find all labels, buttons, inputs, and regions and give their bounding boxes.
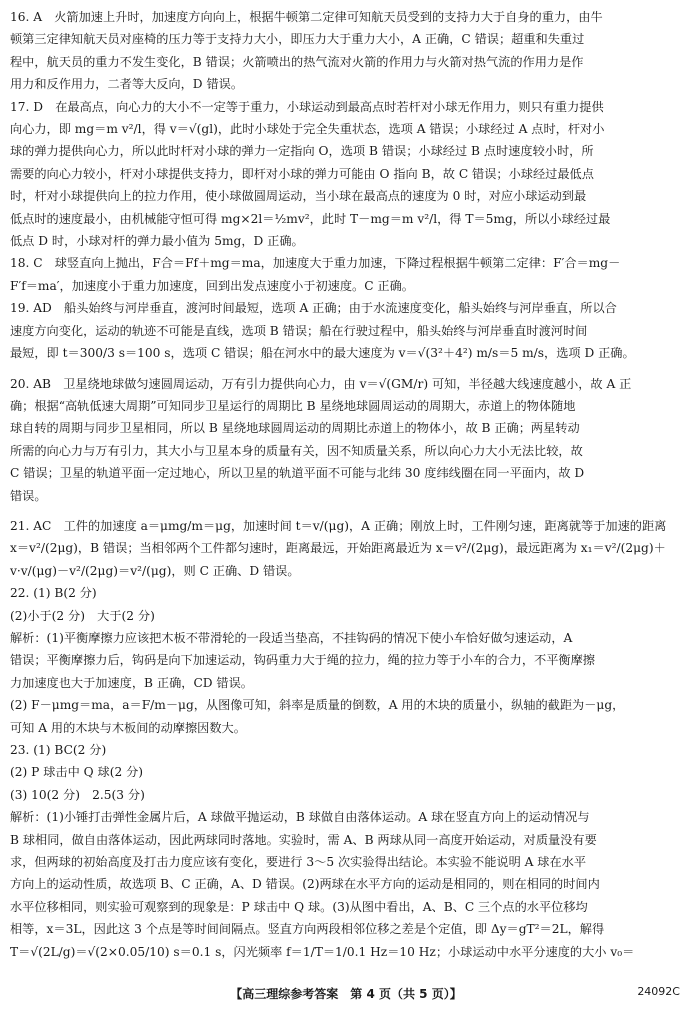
answer-line: 解析：(1)平衡摩擦力应该把木板不带滑轮的一段适当垫高，不挂钩码的情况下使小车恰好做匀速运动，A (10, 630, 573, 645)
answer-line: (3) 10(2 分) 2.5(3 分) (10, 787, 145, 802)
answer-line: 所需的向心力与万有引力，其大小与卫星本身的质量有关，因不知质量关系，所以向心力大小无法比较，故 (10, 443, 583, 458)
answer-line: v·v/(μg)－v²/(2μg)＝v²/(μg)，则 C 正确、D 错误。 (10, 563, 300, 578)
answer-line: 22. (1) B(2 分) (10, 586, 97, 601)
answer-q16 (10, 6, 682, 96)
answer-line: 力加速度也大于加速度，B 正确，CD 错误。 (10, 675, 253, 690)
answer-line: 水平位移相同，则实验可观察到的现象是：P 球击中 Q 球。(3)从图中看出，A、B、C 三个点的水平位移均 (10, 899, 588, 914)
answer-line: C 错误；卫星的轨道平面一定过地心，所以卫星的轨道平面不可能与北纬 30 度纬线圈在同一平面内，故 D (10, 466, 585, 481)
answer-q23 (10, 739, 682, 963)
paper-code: 24092C (637, 985, 680, 998)
answer-line: 球自转的周期与同步卫星相同，所以 B 星绕地球圆周运动的周期比赤道上的物体小，故 B 正确；两星转动 (10, 421, 580, 436)
answer-line: T＝√(2L/g)＝√(2×0.05/10) s＝0.1 s，闪光频率 f＝1/T＝1/0.1 Hz＝10 Hz；小球运动中水平分速度的大小 v₀＝ (10, 944, 635, 959)
answer-line: 解析：(1)小锤打击弹性金属片后，A 球做平抛运动，B 球做自由落体运动。A 球在竖直方向上的运动情况与 (10, 810, 590, 825)
answer-line: (2) F－μmg＝ma，a＝F/m－μg，从图像可知，斜率是质量的倒数，A 用的木块的质量小，纵轴的截距为－μg， (10, 698, 625, 713)
answer-line: 用力和反作用力，二者等大反向，D 错误。 (10, 77, 244, 92)
answer-line: 相等，x＝3L，因此这 3 个点是等时间间隔点。竖直方向两段相邻位移之差是个定值，即 Δy＝gT²＝2L，解得 (10, 922, 605, 937)
answer-line: 速度方向变化，运动的轨迹不可能是直线，选项 B 错误；船在行驶过程中，船头始终与河岸垂直时渡河时间 (10, 323, 588, 338)
answer-line: F′f＝ma′，加速度小于重力加速度，回到出发点速度小于初速度。C 正确。 (10, 278, 414, 293)
answer-line: 17. D 在最高点，向心力的大小不一定等于重力，小球运动到最高点时若杆对小球无作用力，则只有重力提供 (10, 99, 604, 114)
answer-line: 求，但两球的初始高度及打击力度应该有变化，要进行 3～5 次实验得出结论。本实验不能说明 A 球在水平 (10, 855, 587, 870)
answer-q17 (10, 96, 682, 253)
answer-line: 18. C 球竖直向上抛出，F合＝Ff＋mg＝ma，加速度大于重力加速，下降过程根据牛顿第二定律：F′合＝mg－ (10, 256, 621, 271)
answer-line: 19. AD 船头始终与河岸垂直，渡河时间最短，选项 A 正确；由于水流速度变化，船头始终与河岸垂直，所以合 (10, 301, 617, 316)
answer-q21 (10, 515, 682, 582)
answer-line: 错误；平衡摩擦力后，钩码是向下加速运动，钩码重力大于绳的拉力，绳的拉力等于小车的合力，不平衡摩擦 (10, 653, 595, 668)
answer-q18 (10, 252, 682, 297)
answer-line: 21. AC 工件的加速度 a＝μmg/m＝μg，加速时间 t＝v/(μg)，A 正确；刚放上时，工件刚匀速，距离就等于加速的距离 (10, 518, 667, 533)
answer-line: 确；根据“高轨低速大周期”可知同步卫星运行的周期比 B 星绕地球圆周运动的周期大，赤道上的物体随地 (10, 398, 576, 413)
answer-line: B 球相同，做自由落体运动，因此两球同时落地。实验时，需 A、B 两球从同一高度开始运动，对质量没有要 (10, 832, 597, 847)
answer-line: 16. A 火箭加速上升时，加速度方向向上，根据牛顿第二定律可知航天员受到的支持力大于自身的重力，由牛 (10, 10, 603, 24)
answer-line: 20. AB 卫星绕地球做匀速圆周运动，万有引力提供向心力，由 v＝√(GM/r) 可知，半径越大线速度越小，故 A 正 (10, 376, 632, 391)
footer-title: 【高三理综参考答案 第 4 页（共 5 页）】 (230, 987, 462, 1001)
answer-line: 球的弹力提供向心力，所以此时杆对小球的弹力一定指向 O，选项 B 错误；小球经过 B 点时速度较小时，所 (10, 144, 594, 159)
answer-key-page (10, 6, 682, 963)
answer-line: (2)小于(2 分) 大于(2 分) (10, 608, 155, 623)
answer-line: 低点时的速度最小，由机械能守恒可得 mg×2l＝½mv²，此时 T－mg＝m v²/l，得 T＝5mg，所以小球经过最 (10, 211, 611, 226)
answer-line: 需要的向心力较小，杆对小球提供支持力，即杆对小球的弹力可能由 O 指向 B，故 C 错误；小球经过最低点 (10, 166, 594, 181)
page-footer (0, 985, 692, 1005)
answer-line: (2) P 球击中 Q 球(2 分) (10, 765, 144, 780)
answer-q22 (10, 582, 682, 739)
answer-line: 顿第三定律知航天员对座椅的压力等于支持力大小，即压力大于重力大小，A 正确，C 错误；超重和失重过 (10, 32, 585, 47)
answer-line: 向心力，即 mg＝m v²/l，得 v＝√(gl)，此时小球处于完全失重状态，选项 A 错误；小球经过 A 点时，杆对小 (10, 122, 605, 137)
answer-line: 可知 A 用的木块与木板间的动摩擦因数大。 (10, 720, 246, 735)
answer-line: 时，杆对小球提供向上的拉力作用，使小球做圆周运动，当小球在最高点的速度为 0 时，对应小球运动到最 (10, 189, 587, 204)
answer-line: 低点 D 时，小球对杆的弹力最小值为 5mg，D 正确。 (10, 234, 304, 249)
answer-line: 程中，航天员的重力不发生变化，B 错误；火箭喷出的热气流对火箭的作用力与火箭对热气流的作用力是作 (10, 54, 584, 69)
answer-line: 23. (1) BC(2 分) (10, 743, 107, 757)
answer-line: x＝v²/(2μg)，B 错误；当相邻两个工件都匀速时，距离最远，开始距离最近为 x＝v²/(2μg)，最远距离为 x₁＝v²/(2μg)＋ (10, 541, 666, 556)
answer-line: 最短，即 t＝300/3 s＝100 s，选项 C 错误；船在河水中的最大速度为 v＝√(3²＋4²) m/s＝5 m/s，选项 D 正确。 (10, 346, 635, 361)
answer-q20 (10, 373, 682, 507)
answer-line: 错误。 (10, 488, 47, 503)
answer-q19 (10, 297, 682, 364)
answer-line: 方向上的运动性质，故选项 B、C 正确，A、D 错误。(2)两球在水平方向的运动是相同的，则在相同的时间内 (10, 877, 600, 892)
